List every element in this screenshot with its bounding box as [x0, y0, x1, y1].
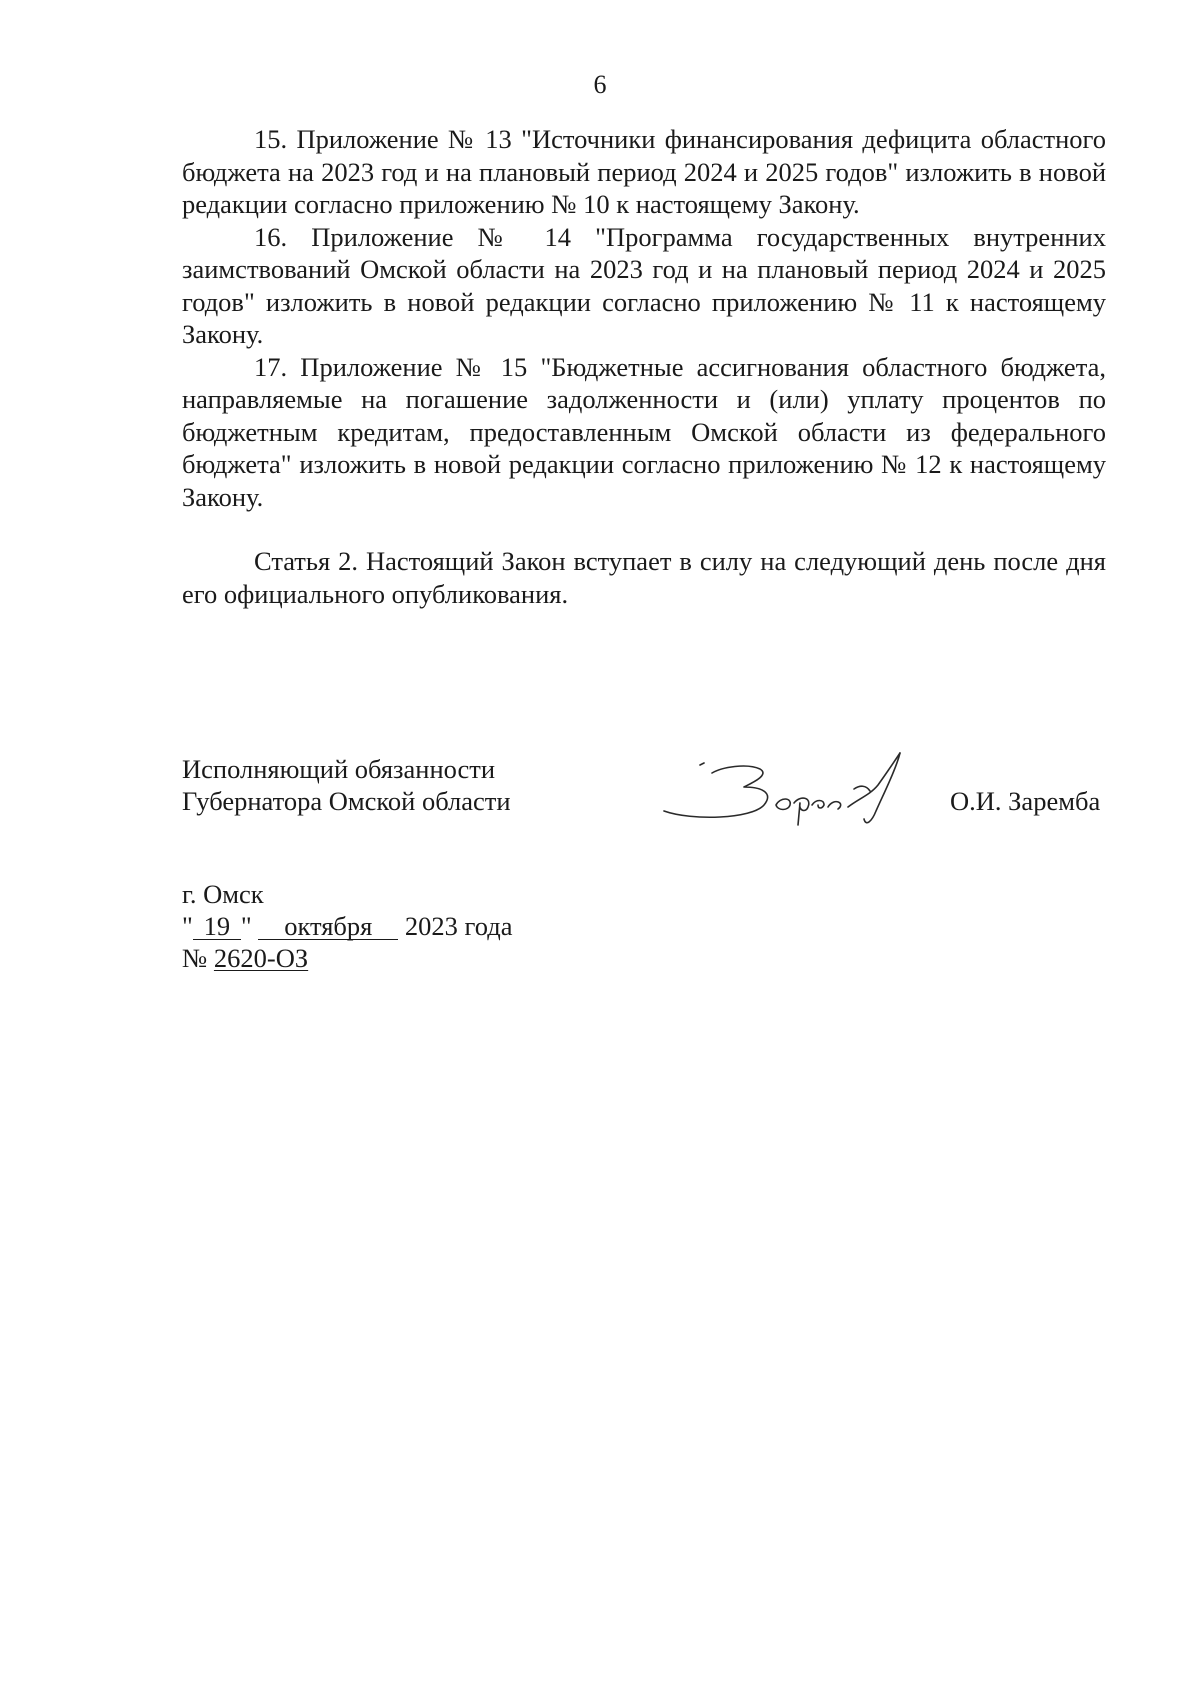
page-number: 6 — [593, 70, 607, 99]
date-month: октября — [258, 913, 398, 940]
place-date-number-block — [182, 878, 512, 974]
article-2: Статья 2. Настоящий Закон вступает в силу на следующий день после дня его официального опубликования. — [182, 546, 1106, 609]
paragraph-item-17: 17. Приложение № 15 "Бюджетные ассигнования областного бюджета, направляемые на погашение задолженности и (или) уплату процентов по бюджетным кредитам, предоставленным Омской области из федерального бюджета" изложить в новой редакции согласно приложению № 12 к настоящему Закону. — [182, 351, 1106, 512]
number-prefix: № — [182, 943, 208, 973]
document-number-line — [182, 942, 512, 974]
paragraph-item-16: 16. Приложение № 14 "Программа государственных внутренних заимствований Омской области на 2023 год и на плановый период 2024 и 2025 годов" изложить в новой редакции согласно приложению № 11 к настоящему Закону. — [182, 221, 1106, 349]
document-number: 2620-ОЗ — [213, 943, 309, 973]
date-line — [182, 910, 512, 942]
signatory-title-line-1: Исполняющий обязанности — [182, 754, 496, 784]
signatory-title-line-2: Губернатора Омской области — [182, 786, 511, 816]
paragraph-item-15: 15. Приложение № 13 "Источники финансирования дефицита областного бюджета на 2023 год и на плановый период 2024 и 2025 годов" изложить в новой редакции согласно приложению № 10 к настоящему Закону. — [182, 124, 1106, 219]
signatory-name: О.И. Заремба — [950, 786, 1101, 816]
document-body — [182, 123, 1106, 610]
date-year: 2023 года — [404, 911, 513, 941]
handwritten-signature — [652, 745, 932, 855]
city: г. Омск — [182, 879, 264, 909]
signature-block — [182, 753, 1106, 817]
date-quote-close: " — [240, 911, 252, 941]
date-day: 19 — [193, 913, 241, 940]
date-quote-open: " — [182, 911, 193, 941]
